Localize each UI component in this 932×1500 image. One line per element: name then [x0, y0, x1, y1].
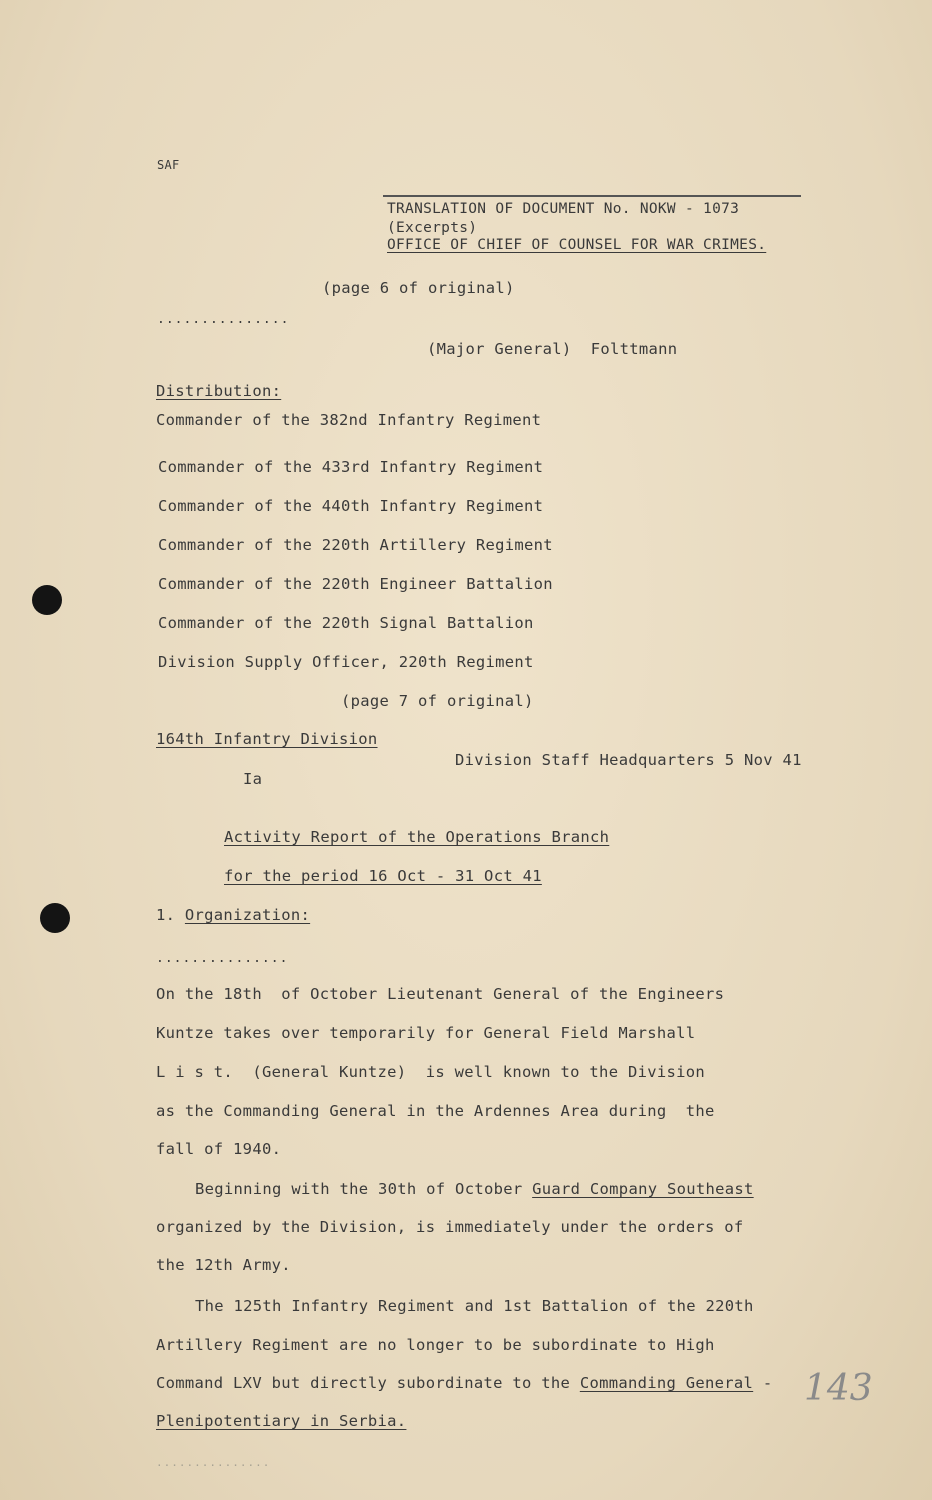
paragraph-1-line: Kuntze takes over temporarily for General Field Marshall	[156, 1024, 696, 1042]
paragraph-2-text: Beginning with the 30th of October	[195, 1180, 533, 1198]
office-title: OFFICE OF CHIEF OF COUNSEL FOR WAR CRIMES.	[387, 237, 767, 253]
paragraph-3-line-4: Plenipotentiary in Serbia.	[156, 1412, 407, 1430]
paragraph-1-line: fall of 1940.	[156, 1140, 282, 1158]
paragraph-2-line-3: the 12th Army.	[156, 1256, 291, 1274]
distribution-item: Commander of the 220th Artillery Regiment	[158, 536, 553, 554]
report-title-line-1: Activity Report of the Operations Branch	[224, 828, 610, 846]
distribution-item: Commander of the 220th Engineer Battalion	[158, 575, 553, 593]
distribution-item: Commander of the 382nd Infantry Regiment	[156, 411, 542, 429]
handwritten-page-number: 143	[804, 1368, 873, 1409]
page-6-marker: (page 6 of original)	[322, 279, 515, 297]
paragraph-3-line-3	[156, 1374, 772, 1392]
section-1-heading	[156, 906, 310, 924]
paragraph-2-line-2: organized by the Division, is immediately under the orders of	[156, 1218, 744, 1236]
paragraph-1-line: On the 18th of October Lieutenant General of the Engineers	[156, 985, 725, 1003]
stamp-mark: SAF	[157, 158, 180, 172]
page-7-marker: (page 7 of original)	[341, 692, 534, 710]
headquarters-date: Division Staff Headquarters 5 Nov 41	[455, 751, 802, 769]
paragraph-1-line: L i s t. (General Kuntze) is well known to the Division	[156, 1063, 706, 1081]
header-top-rule	[383, 195, 801, 197]
ia-label: Ia	[243, 770, 263, 788]
distribution-item: Commander of the 220th Signal Battalion	[158, 614, 534, 632]
distribution-item: Commander of the 433rd Infantry Regiment	[158, 458, 544, 476]
distribution-heading: Distribution:	[156, 382, 282, 400]
report-title-line-2: for the period 16 Oct - 31 Oct 41	[224, 867, 542, 885]
paragraph-3-line-2: Artillery Regiment are no longer to be subordinate to High	[156, 1336, 715, 1354]
paragraph-1-line: as the Commanding General in the Ardennes Area during the	[156, 1102, 715, 1120]
commanding-general-term: Commanding General	[579, 1374, 754, 1392]
separator-dots-3: ...............	[156, 1456, 271, 1469]
section-1-number: 1.	[156, 906, 176, 924]
guard-company-term: Guard Company Southeast	[532, 1180, 754, 1198]
paragraph-3-text: Command LXV but directly subordinate to the	[156, 1374, 580, 1392]
signature-line: (Major General) Folttmann	[427, 340, 678, 358]
punch-hole-bottom	[40, 903, 70, 933]
distribution-item: Commander of the 440th Infantry Regiment	[158, 497, 544, 515]
excerpts-label: (Excerpts)	[387, 220, 478, 236]
punch-hole-top	[32, 585, 62, 615]
division-heading: 164th Infantry Division	[156, 730, 378, 748]
paragraph-3-line-1: The 125th Infantry Regiment and 1st Battalion of the 220th	[195, 1297, 754, 1315]
separator-dots-1: ...............	[157, 312, 290, 327]
separator-dots-2: ...............	[156, 951, 289, 966]
doc-title: TRANSLATION OF DOCUMENT No. NOKW - 1073	[387, 201, 740, 217]
distribution-item: Division Supply Officer, 220th Regiment	[158, 653, 534, 671]
paragraph-3-dash: -	[753, 1374, 773, 1392]
paragraph-2-line-1	[195, 1180, 754, 1198]
section-1-label: Organization:	[184, 906, 311, 924]
